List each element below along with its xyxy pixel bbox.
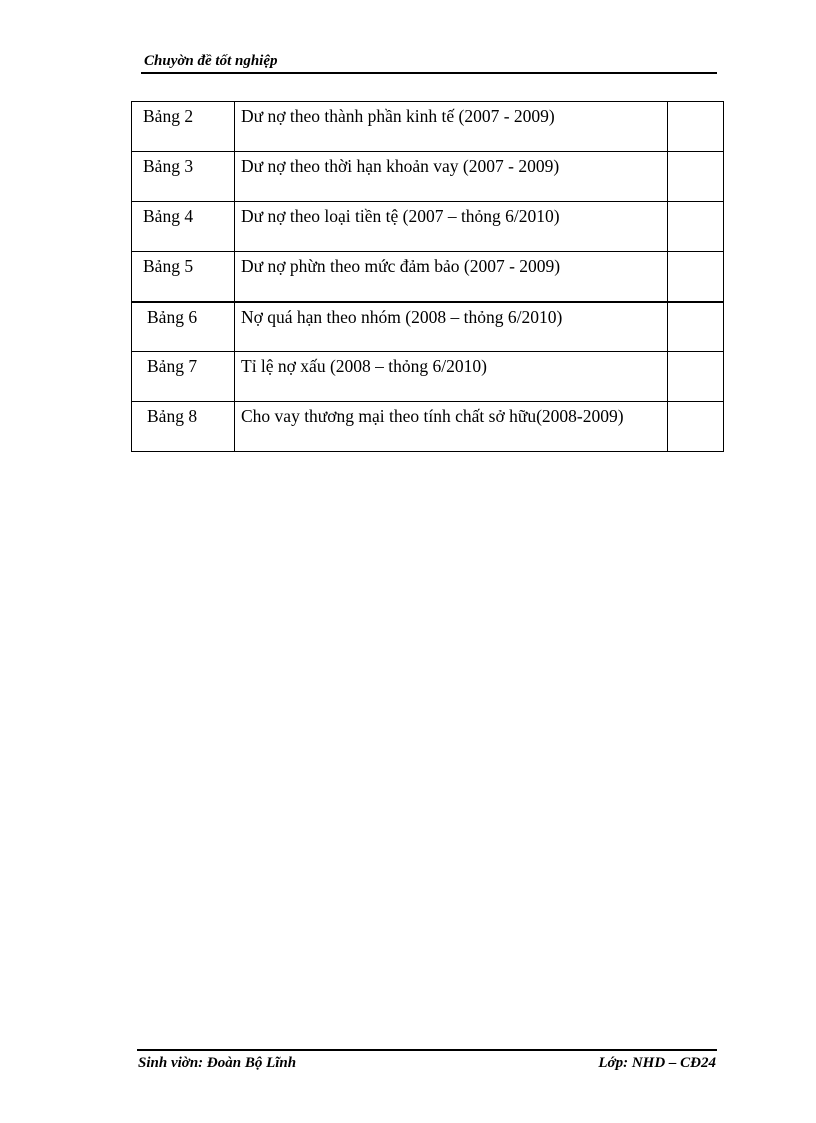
table-page <box>668 302 724 352</box>
page-header <box>141 52 717 74</box>
table-label: Bảng 8 <box>132 402 235 452</box>
table-label: Bảng 6 <box>132 302 235 352</box>
table-description: Dư nợ theo loại tiền tệ (2007 – thỏng 6/2010) <box>235 202 668 252</box>
table-page <box>668 202 724 252</box>
table-description: Tỉ lệ nợ xấu (2008 – thỏng 6/2010) <box>235 352 668 402</box>
table-description: Dư nợ theo thành phần kinh tế (2007 - 2009) <box>235 102 668 152</box>
table-description: Dư nợ phừn theo mức đảm bảo (2007 - 2009) <box>235 252 668 302</box>
table-label: Bảng 5 <box>132 252 235 302</box>
table-row <box>132 102 724 152</box>
table-row <box>132 402 724 452</box>
table-page <box>668 402 724 452</box>
table-page <box>668 102 724 152</box>
table-label: Bảng 2 <box>132 102 235 152</box>
page-footer <box>137 1049 717 1075</box>
table-page <box>668 152 724 202</box>
table-description: Nợ quá hạn theo nhóm (2008 – thỏng 6/2010) <box>235 302 668 352</box>
table-row <box>132 202 724 252</box>
footer-student: Sinh viờn: Đoàn Bộ Lĩnh <box>138 1055 297 1071</box>
table-row <box>132 352 724 402</box>
header-title: Chuyờn đề tốt nghiệp <box>144 53 278 69</box>
table-row <box>132 252 724 302</box>
table-page <box>668 252 724 302</box>
footer-class: Lớp: NHD – CĐ24 <box>598 1055 716 1071</box>
tables-list <box>131 101 724 452</box>
table-page <box>668 352 724 402</box>
table-row <box>132 302 724 352</box>
table-label: Bảng 7 <box>132 352 235 402</box>
table-row <box>132 152 724 202</box>
table-label: Bảng 3 <box>132 152 235 202</box>
table-description: Dư nợ theo thời hạn khoản vay (2007 - 2009) <box>235 152 668 202</box>
table-label: Bảng 4 <box>132 202 235 252</box>
table-description: Cho vay thương mại theo tính chất sở hữu(2008-2009) <box>235 402 668 452</box>
